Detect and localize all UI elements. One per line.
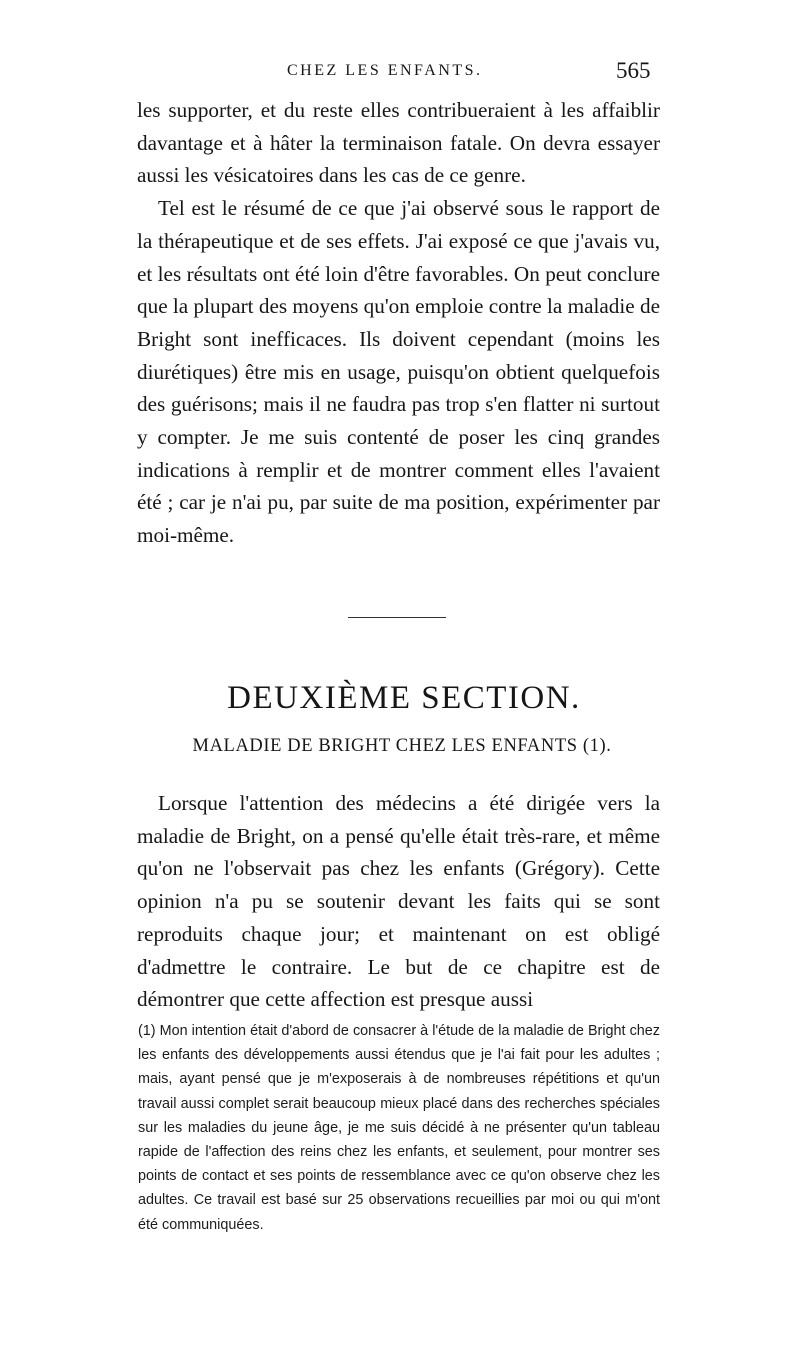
running-header: [0, 58, 800, 90]
running-title: CHEZ LES ENFANTS.: [287, 62, 483, 79]
paragraph-summary: Tel est le résumé de ce que j'ai observé sous le rapport de la thérapeutique et de ses effets. J'ai exposé ce que j'avais vu, et les résultats ont été loin d'être favorables. On peut conclure que la plupart des moyens qu'on emploie contre la maladie de Bright sont inefficaces. Ils doivent cependant (moins les diurétiques) être mis en usage, puisqu'on obtient quelquefois des guérisons; mais il ne faudra pas trop s'en flatter ni surtout y compter. Je me suis contenté de poser les cinq grandes indications à remplir et de montrer comment elles l'avaient été ; car je n'ai pu, par suite de ma position, expérimenter par moi-même.: [137, 196, 660, 548]
footnote: [138, 1019, 660, 1237]
paragraph-opening: Lorsque l'attention des médecins a été dirigée vers la maladie de Bright, on a pensé qu'elle était très-rare, et même qu'on ne l'observait pas chez les enfants (Grégory). Cette opinion n'a pu se soutenir devant les faits qui se sont reproduits chaque jour; et maintenant on est obligé d'admettre le contraire. Le but de ce chapitre est de démontrer que cette affection est presque aussi: [137, 791, 660, 1012]
page-number: 565: [616, 58, 651, 83]
paragraph-continuation: les supporter, et du reste elles contribueraient à les affaiblir davantage et à hâter la terminaison fatale. On devra essayer aussi les vésicatoires dans les cas de ce genre.: [137, 98, 660, 188]
section-divider: [348, 617, 446, 618]
footnote-text: (1) Mon intention était d'abord de consacrer à l'étude de la maladie de Bright chez les enfants des développements aussi étendus que je l'ai fait pour les adultes ; mais, ayant pensé que je m'exposerais à de nombreuses répétitions et qu'un travail aussi complet serait beaucoup mieux placé dans des recherches spéciales sur les maladies du jeune âge, je me suis décidé à ne présenter qu'un tableau rapide de l'affection des reins chez les enfants, et seulement, pour montrer ses points de contact et ses points de ressemblance avec ce qu'on observe chez les adultes. Ce travail est basé sur 25 observations recueillies par moi ou qui m'ont été communiquées.: [138, 1023, 660, 1233]
chapter-title: MALADIE DE BRIGHT CHEZ LES ENFANTS (1).: [192, 736, 612, 756]
body-text-section: [137, 787, 660, 1016]
section-title: DEUXIÈME SECTION.: [227, 680, 581, 716]
body-text-top: [137, 94, 660, 552]
